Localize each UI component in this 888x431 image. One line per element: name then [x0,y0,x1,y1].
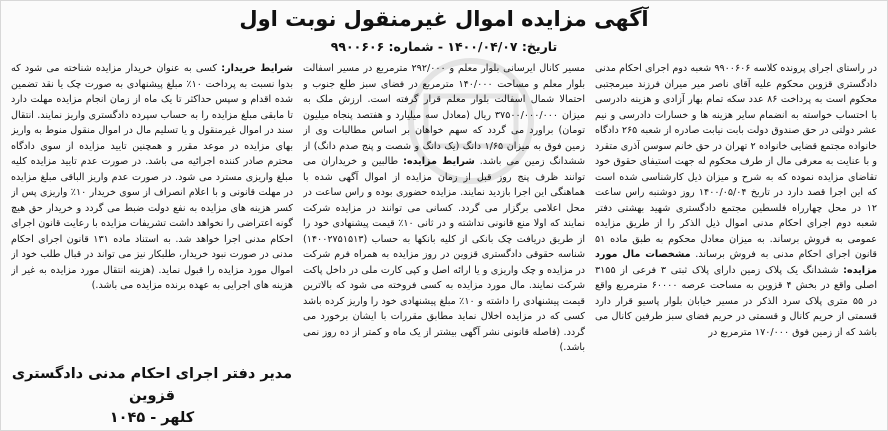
column-right-text: در راستای اجرای پرونده کلاسه ۹۹۰۰۶۰۶ شعبه دوم اجرای احکام مدنی دادگستری قزوین محکوم علیه آقای ناصر میر میران فرزند میرمجتبی محکوم است به پرداخت ۸۶ عدد سکه تمام بهار آزادی و هزینه دادرسی با احتساب خواسته به انضمام سایر هزینه ها و خسارات دادرسی و نیم عشر دولتی در حق صندوق دولت بابت نیابت صادره از شعبه ۲۶۵ دادگاه خانواده مجتمع قضایی خانواده ۲ تهران در حق خانم سوسن آذری متقرد و با عنایت به معرفی مال از طرف محکوم له جهت استیفای حقوق خود تقاضای مزایده نموده که به شرح و میزان ذیل کارشناسی شده است که این اجرا قصد دارد در تاریخ ۱۴۰۰/۰۵/۰۴ روز دوشنبه راس ساعت ۱۲ در محل چهارراه فلسطین مجتمع دادگستری شهید بهشتی دفتر شعبه دوم اجرای احکام مدنی اموال ذیل الذکر را از طریق مزایده عمومی به فروش برساند. به میزان معادل محکوم به طبق ماده ۵۱ قانون اجرای احکام مدنی به فروش برساند. [595,63,877,260]
signature-block [11,363,293,429]
auction-terms-label: شرایط مزایده: [403,156,475,167]
column-left [11,61,293,336]
property-spec-label: مشخصات مال مورد مزایده: [595,249,877,276]
buyer-terms-text: کسی به عنوان خریدار مزایده شناخته می شود که بدوا نسبت به پرداخت ۱۰٪ مبلغ پیشنهادی به صورت چک یا نقد تضمین شده اقدام و سپس حداکثر تا یک ماه از زمان انجام مزایده مهلت دارد تا مابقی مبلغ مزایده را به حساب سپرده دادگستری واریز نمایند. انتقال سند در اموال غیرمنقول و یا تسلیم مال در اموال منقول منوط به واریز بهای مزایده در موعد مقرر و همچنین تایید مزایده از سوی دادگاه محترم صادر کننده اجرائیه می باشد. در صورت عدم تایید مزایده کلیه مبلغ واریزی مسترد می شود. در صورت عدم واریز الباقی مبلغ مزایده در مهلت قانونی و با اعلام انصراف از سوی خریدار ۱۰٪ واریزی پس از کسر هزینه های مزایده به نفع دولت ضبط می گردد و خریدار حق هیچ گونه اعتراضی را نخواهد داشت تشریفات مزایده با رعایت قانون اجرای احکام مدنی اجرا خواهد شد. به استناد ماده ۱۳۱ قانون اجرای احکام مدنی در صورت نبود خریدار، طلبکار نیز می تواند در قبال طلب خود از اموال مورد مزایده را قبول نماید. (هزینه انتقال مورد مزایده به غیر از هزینه های اجرایی به عهده برنده مزایده می باشد.) [11,63,293,291]
column-middle [303,61,585,426]
signature-name: کلهر - ۱۰۴۵ [109,410,195,426]
column-middle-text: مسیر کانال ایرسانی بلوار معلم و ۲۹۲/۰۰۰ مترمربع در مسیر اسفالت بلوار معلم و مساحت ۱۴۰/۰۰۰ مترمربع در فضای سبز طلع جنوب و احتمالا شمال اسفالت بلوار معلم قرار گرفته است. ارزش ملک به میزان ۳۷۵۰۰/۰۰۰/۰۰۰ ریال (معادل سه میلیارد و هفتصد پنجاه میلیون تومان) براورد می گردد که سهم خواهان بر اساس مطالبات وی از زمین فوق به میزان ۱/۶۵ دانگ (یک دانگ و شصت و پنج صدم دانگ) از ششدانگ زمین می باشد. [303,63,585,167]
property-spec-text: ششدانگ یک پلاک زمین دارای پلاک ثبتی ۳ فرعی از ۳۱۵۵ اصلی واقع در بخش ۴ قزوین به مساحت عرصه ۶۰۰۰۰ مترمربع واقع در ۵۵ متری پلاک سرد الذکر در مسیر خیابان بلوار پاسیو قرار دارد قسمتی از حریم کانال و قسمتی در حریم فضای سبز طرفین کانال می باشد که از زمین فوق ۱۷۰/۰۰۰ مترمربع در [595,264,877,338]
auction-terms-text: طالبین و خریداران می توانند ظرف پنج روز قبل از زمان مزایده از اموال آگهی شده با هماهنگی این اجرا بازدید نمایند. مزایده حضوری بوده و راس ساعت در محل اعلامی برگزار می گردد. کسانی می توانند در مزایده شرکت نمایند که اولا منع قانونی نداشته و در ثانی ۱۰٪ قیمت پیشنهادی خود را از طریق دریافت چک بانکی از کلیه بانکها به حساب (۱۴۰۰۲۷۵۱۵۱۳) شناسه حقوقی دادگستری قزوین در روز مزایده به همراه فرم شرکت در مزایده و چک واریزی و یا ارائه اصل و کپی کارت ملی در داخل پاکت شرکت نمایند. مال مورد مزایده به کسی فروخته می شود که بالاترین قیمت پیشنهادی را داشته و ۱۰٪ مبلغ پیشنهادی خود را واریز کرده باشد کسی که در مزایده اخلال نماید مطابق مقررات با ایشان برخورد می گردد. (فاصله قانونی نشر آگهی بیشتر از یک ماه و کمتر از ده روز نمی باشد.) [303,156,585,353]
buyer-terms-label: شرایط خریدار: [221,63,293,74]
signature-title: مدیر دفتر اجرای احکام مدنی دادگستری قزوین [11,366,293,404]
column-right [595,61,877,426]
notice-date-number: تاریخ: ۱۴۰۰/۰۴/۰۷ - شماره: ۹۹۰۰۶۰۶ [330,39,558,54]
notice-title: آگهی مزایده اموال غیرمنقول نوبت اول [239,7,649,31]
